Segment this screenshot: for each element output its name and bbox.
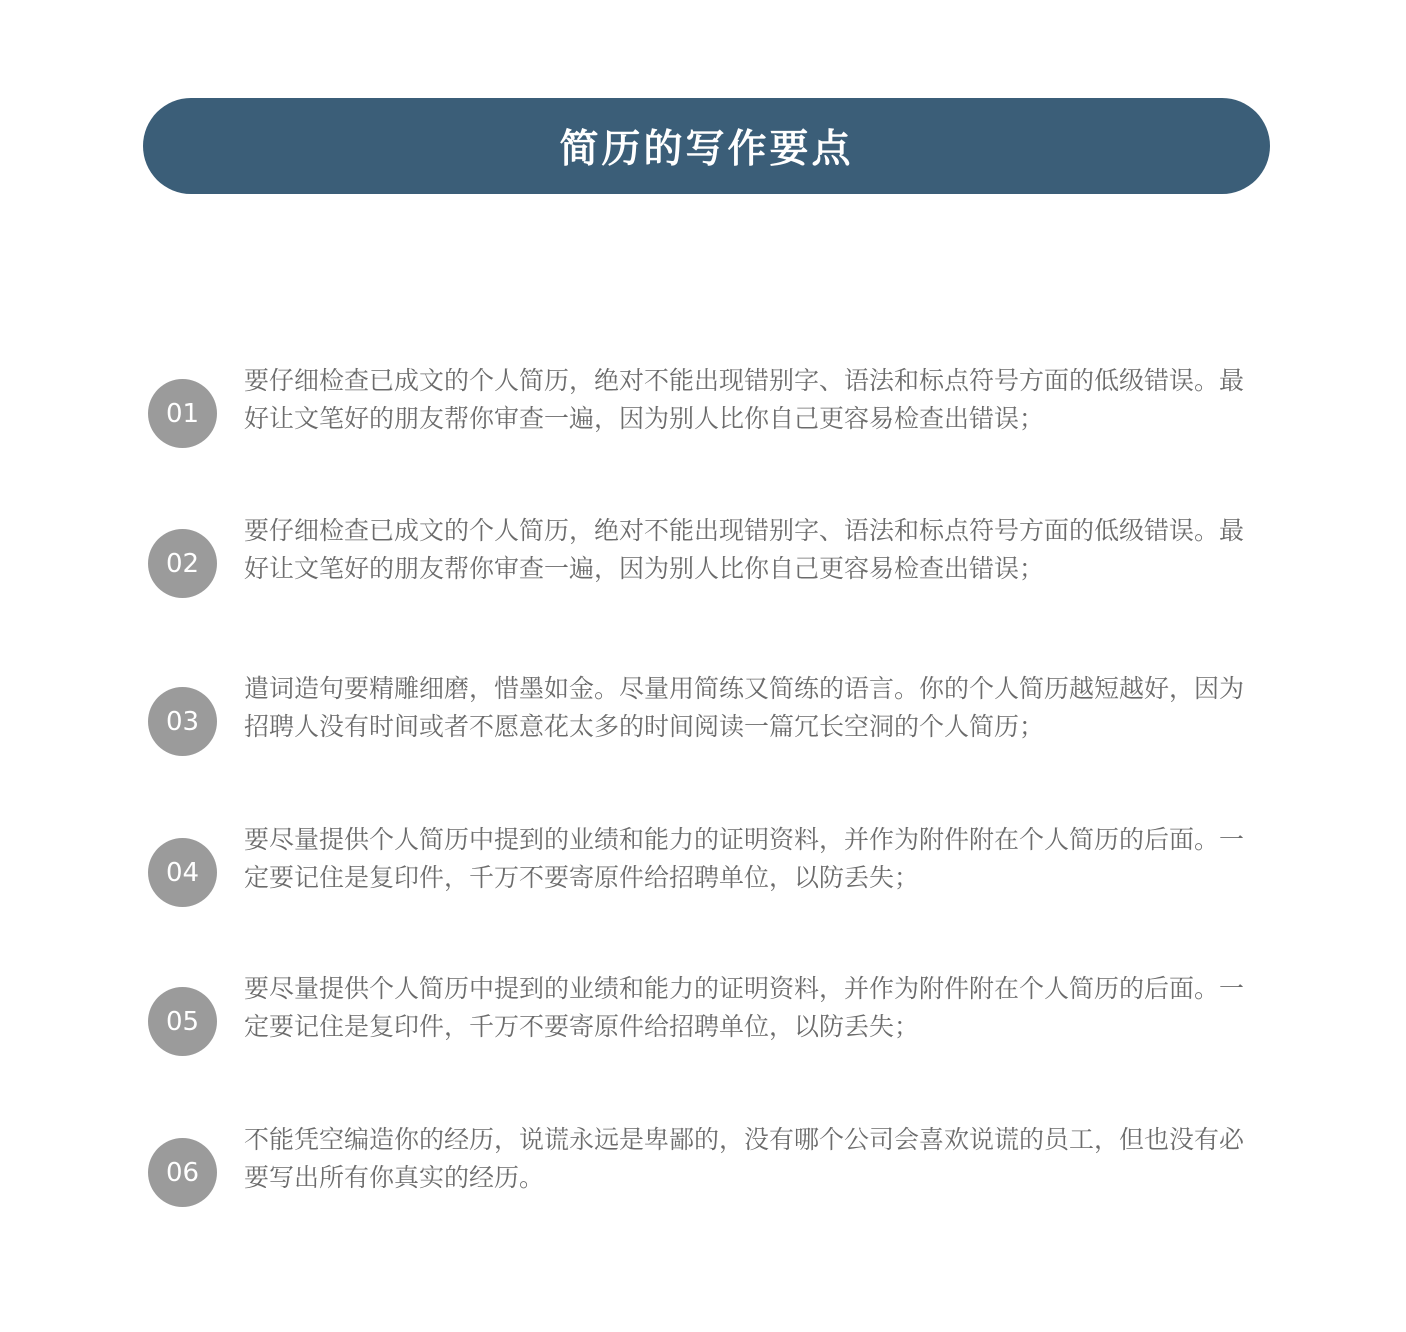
tip-item bbox=[148, 825, 1278, 928]
tip-text: 要尽量提供个人简历中提到的业绩和能力的证明资料，并作为附件附在个人简历的后面。一定要记住是复印件，千万不要寄原件给招聘单位，以防丢失； bbox=[244, 825, 1245, 892]
tip-number-badge: 06 bbox=[148, 1138, 217, 1207]
tip-number-badge: 01 bbox=[148, 379, 217, 448]
tip-item bbox=[148, 366, 1278, 469]
tip-text: 不能凭空编造你的经历，说谎永远是卑鄙的，没有哪个公司会喜欢说谎的员工，但也没有必要写出所有你真实的经历。 bbox=[244, 1125, 1245, 1192]
tip-item bbox=[148, 516, 1278, 619]
tip-number-badge: 03 bbox=[148, 687, 217, 756]
tip-text: 要仔细检查已成文的个人简历，绝对不能出现错别字、语法和标点符号方面的低级错误。最好让文笔好的朋友帮你审查一遍，因为别人比你自己更容易检查出错误； bbox=[244, 516, 1245, 583]
tip-item bbox=[148, 974, 1278, 1077]
tip-number-badge: 05 bbox=[148, 987, 217, 1056]
page-title: 简历的写作要点 bbox=[559, 127, 854, 172]
tip-item bbox=[148, 1125, 1278, 1228]
tip-number-badge: 02 bbox=[148, 529, 217, 598]
tip-text: 要仔细检查已成文的个人简历，绝对不能出现错别字、语法和标点符号方面的低级错误。最好让文笔好的朋友帮你审查一遍，因为别人比你自己更容易检查出错误； bbox=[244, 366, 1245, 433]
tip-item bbox=[148, 674, 1278, 777]
tip-number-badge: 04 bbox=[148, 838, 217, 907]
tip-text: 遣词造句要精雕细磨，惜墨如金。尽量用简练又简练的语言。你的个人简历越短越好，因为招聘人没有时间或者不愿意花太多的时间阅读一篇冗长空洞的个人简历； bbox=[244, 674, 1245, 741]
tip-text: 要尽量提供个人简历中提到的业绩和能力的证明资料，并作为附件附在个人简历的后面。一定要记住是复印件，千万不要寄原件给招聘单位，以防丢失； bbox=[244, 974, 1245, 1041]
title-banner bbox=[143, 98, 1270, 194]
